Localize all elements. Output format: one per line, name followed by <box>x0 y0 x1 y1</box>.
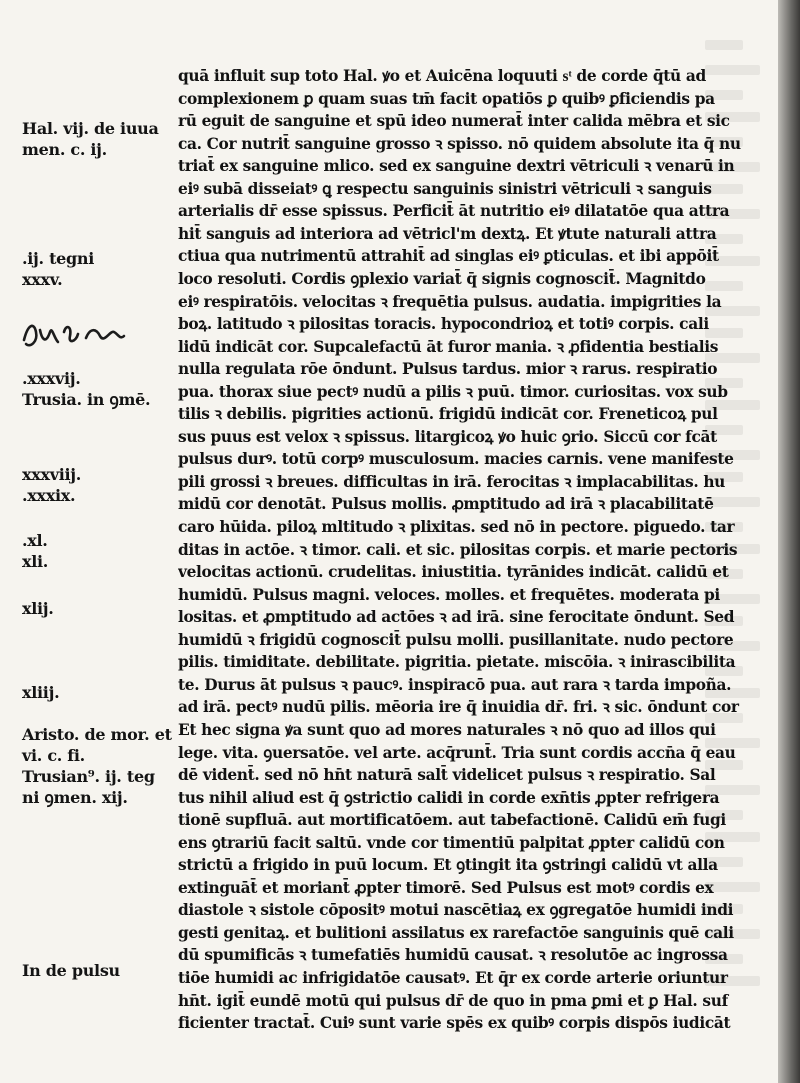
text-line: dū spumificās ꝛ tumefatiēs humidū causat. ꝛ resolutōe ac ingrossa <box>178 946 728 965</box>
text-line: ens ꝯtrariū facit saltū. vnde cor timentiū palpitat ꝓpter calidū con <box>178 833 725 852</box>
margin-note <box>22 368 172 410</box>
margin-note-line: Trusia. in ꝯmē. <box>22 390 151 409</box>
margin-note-line: xli. <box>22 552 49 571</box>
margin-note-line: xxxv. <box>22 270 63 289</box>
text-line: arterialis dr̄ esse spissus. Perficit̄ āt nutritio eiꝰ dilatatōe qua attra <box>178 202 730 221</box>
margin-note-line: xxxviij. <box>22 465 82 484</box>
text-line: tus nihil aliud est q̄ ꝯstrictio calidi in corde exn̄tis ꝓpter refrigera <box>178 788 720 807</box>
text-line: eiꝰ subā disseiatꝰ ꝗ respectu sanguinis sinistri vētriculi ꝛ sanguis <box>178 179 712 198</box>
text-line: ficienter tractat̄. Cuiꝰ sunt varie spēs ex quibꝰ corpis dispōs iudicāt <box>178 1014 731 1033</box>
text-line: triat̄ ex sanguine mlico. sed ex sanguine dextri vētriculi ꝛ venarū in <box>178 157 735 176</box>
text-line: boꝝ. latitudo ꝛ pilositas toracis. hypocondrioꝝ et totiꝰ corpis. cali <box>178 315 709 334</box>
margin-note <box>22 530 172 572</box>
text-line: lidū indicāt cor. Supcalefactū āt furor mania. ꝛ ꝓfidentia bestialis <box>178 337 719 356</box>
text-line: hit̄ sanguis ad interiora ad vētricl'm dextꝝ. Et ꝟtute naturali attra <box>178 224 717 243</box>
text-line: tiōe humidi ac infrigidatōe causatꝰ. Et q̄r ex corde arterie oriuntur <box>178 969 728 987</box>
margin-note-line: .xxxvij. <box>22 369 81 388</box>
text-line: te. Durus āt pulsus ꝛ paucꝰ. inspiracō pua. aut rara ꝛ tarda impoña. <box>178 675 732 694</box>
margin-note <box>22 960 172 981</box>
text-line: eiꝰ respiratōis. velocitas ꝛ frequētia pulsus. audatia. impigrities la <box>178 292 722 311</box>
text-line: tilis ꝛ debilis. pigrities actionū. frigidū indicāt cor. Freneticoꝝ pul <box>178 405 718 424</box>
margin-note-line: vi. c. fi. <box>22 746 85 765</box>
text-line: ctiua qua nutrimentū attrahit̄ ad singlas eiꝰ ꝑticulas. et ibi appōit̄ <box>178 247 719 266</box>
text-line: caro hūida. piloꝝ mltitudo ꝛ plixitas. sed nō in pectore. piguedo. tar <box>178 518 735 536</box>
binding-shadow <box>778 0 800 1083</box>
text-line: quā influit sup toto Hal. ꝟo et Auicēna loquuti sͭ de corde q̄tū ad <box>178 67 706 85</box>
text-line: ca. Cor nutrit̄ sanguine grosso ꝛ spisso. nō quidem absolute ita q̄ nu <box>178 134 741 153</box>
text-line: lositas. et ꝓmptitudo ad actōes ꝛ ad irā. sine ferocitate ōndunt. Sed <box>178 608 735 627</box>
margin-column <box>0 0 175 1083</box>
text-line: complexionem ꝑ quam suas tm̄ facit opatiōs ꝑ quibꝰ ꝑficiendis pa <box>178 89 715 108</box>
margin-note-line: .ij. tegni <box>22 249 95 268</box>
margin-note-line: Hal. vij. de iuua <box>22 119 159 138</box>
margin-note <box>22 598 172 619</box>
text-line: humidū ꝛ frigidū cognoscit̄ pulsu molli. pusillanitate. nudo pectore <box>178 630 734 649</box>
text-line: loco resoluti. Cordis ꝯplexio variat̄ q̄ signis cognoscit̄. Magnitdo <box>178 269 706 288</box>
margin-note-line: .xl. <box>22 531 48 550</box>
text-line: pilis. timiditate. debilitate. pigritia. pietate. miscōia. ꝛ inirascibilita <box>178 653 736 672</box>
bleed-mark <box>705 40 743 50</box>
margin-note <box>22 118 172 160</box>
text-line: ditas in actōe. ꝛ timor. cali. et sic. pilositas corpis. et marie pectoris <box>178 540 738 559</box>
text-line: gesti genitaꝝ. et bulitioni assilatus ex rarefactōe sanguinis quē cali <box>178 923 734 942</box>
text-line: extinguāt̄ et moriant̄ ꝓpter timorē. Sed Pulsus est motꝰ cordis ex <box>178 878 714 897</box>
handwritten-annotation <box>20 318 130 352</box>
margin-note-line: men. c. ij. <box>22 140 107 159</box>
margin-note <box>22 724 172 808</box>
text-line: hn̄t. igit̄ eundē motū qui pulsus dr̄ de quo in pma ꝑmi et ꝑ Hal. suf <box>178 991 728 1010</box>
text-line: dē vident̄. sed nō hn̄t naturā salt̄ videlicet pulsus ꝛ respiratio. Sal <box>178 766 716 785</box>
text-line: pili grossi ꝛ breues. difficultas in irā. ferocitas ꝛ implacabilitas. hu <box>178 472 726 491</box>
text-line: midū cor denotāt. Pulsus mollis. ꝓmptitudo ad irā ꝛ placabilitatē <box>178 495 714 514</box>
text-line: humidū. Pulsus magni. veloces. molles. et frequētes. moderata pi <box>178 585 720 604</box>
margin-note-line: Trusian⁹. ij. teg <box>22 767 155 786</box>
text-line: pua. thorax siue pectꝰ nudū a pilis ꝛ puū. timor. curiositas. vox sub <box>178 382 728 401</box>
text-line: pulsus durꝰ. totū corpꝰ musculosum. macies carnis. vene manifeste <box>178 450 734 469</box>
text-line: rū eguit de sanguine et spū ideo numerat̄ inter calida mēbra et sic <box>178 112 730 131</box>
margin-note-line: In de pulsu <box>22 961 120 980</box>
margin-note <box>22 464 172 506</box>
text-line: nulla regulata rōe ōndunt. Pulsus tardus. mior ꝛ rarus. respiratio <box>178 360 718 379</box>
margin-note-line: Aristo. de mor. et <box>22 725 172 744</box>
text-line: velocitas actionū. crudelitas. iniustitia. tyrānides indicāt. calidū et <box>178 563 729 582</box>
text-line: tionē supfluā. aut mortificatōem. aut tabefactionē. Calidū em̄ fugi <box>178 811 726 830</box>
text-line: lege. vita. ꝯuersatōe. vel arte. acq̄runt̄. Tria sunt cordis accn̄a q̄ eau <box>178 743 736 762</box>
text-line: diastole ꝛ sistole cōpositꝰ motui nascētiaꝝ ex ꝯgregatōe humidi indi <box>178 901 734 920</box>
margin-note-line: xlij. <box>22 599 54 618</box>
margin-note-line: .xxxix. <box>22 486 76 505</box>
text-line: Et hec signa ꝟa sunt quo ad mores naturales ꝛ nō quo ad illos qui <box>178 720 716 739</box>
text-line: sus puus est velox ꝛ spissus. litargicoꝝ ꝟo huic ꝯrio. Siccū cor fcāt <box>178 427 717 446</box>
margin-note-line: ni ꝯmen. xij. <box>22 788 128 807</box>
margin-note <box>22 682 172 703</box>
text-line: strictū a frigido in puū locum. Et ꝯtingit ita ꝯstringi calidū vt alla <box>178 856 718 875</box>
margin-note-line: xliij. <box>22 683 60 702</box>
text-line: ad irā. pectꝰ nudū pilis. mēoria ire q̄ inuidia dr̄. fri. ꝛ sic. ōndunt cor <box>178 698 739 717</box>
margin-note <box>22 248 172 290</box>
